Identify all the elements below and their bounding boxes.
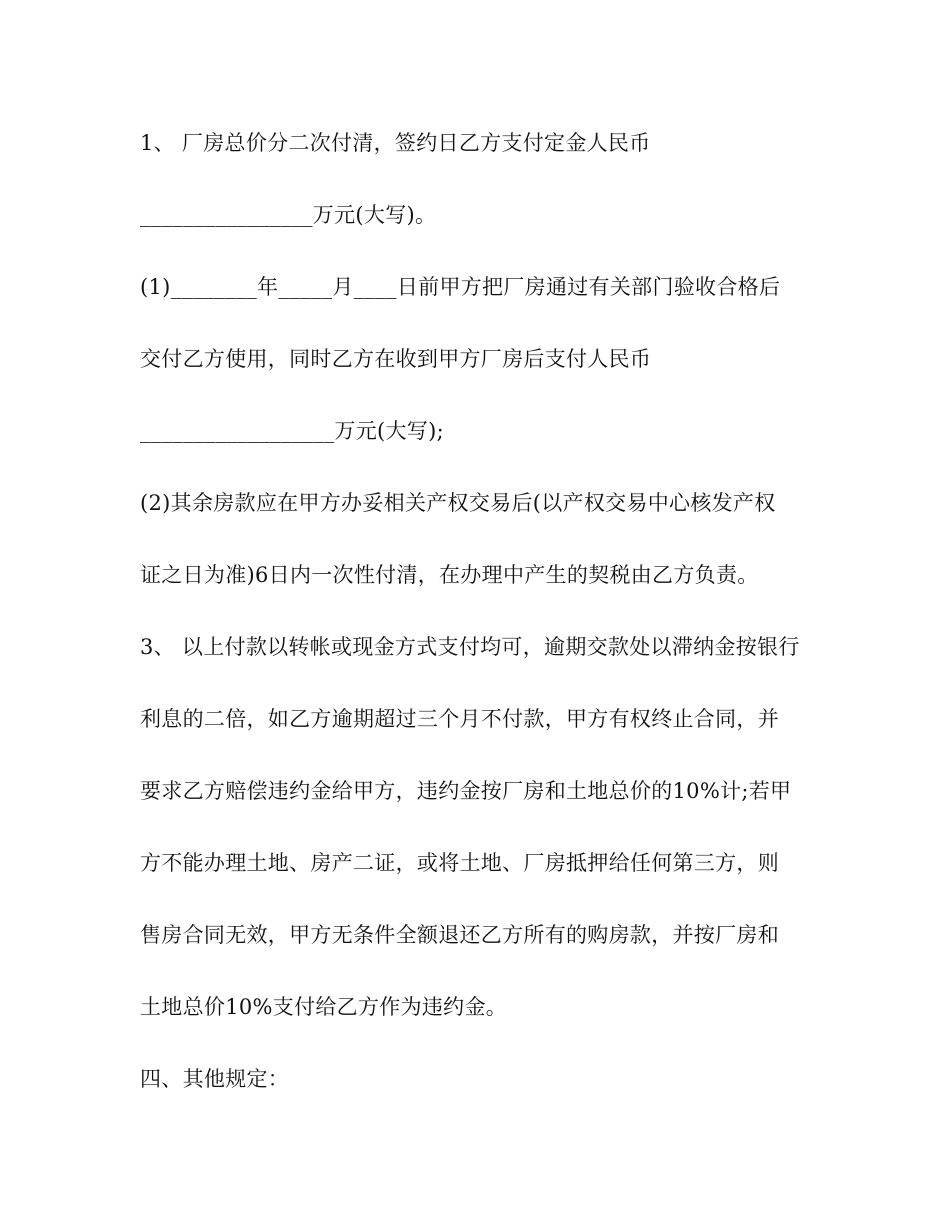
text-line-8: 3、 以上付款以转帐或现金方式支付均可，逾期交款处以滞纳金按银行 [140,635,800,659]
text-line-6: (2)其余房款应在甲方办妥相关产权交易后(以产权交易中心核发产权 [140,491,776,515]
text-line-5: __________________万元(大写); [140,419,444,443]
text-line-10: 要求乙方赔偿违约金给甲方，违约金按厂房和土地总价的10%计;若甲 [140,779,792,803]
section-heading-other-provisions: 四、其他规定： [140,1067,290,1091]
text-line-1: 1、 厂房总价分二次付清，签约日乙方支付定金人民币 [140,131,651,155]
text-line-11: 方不能办理土地、房产二证，或将土地、厂房抵押给任何第三方，则 [140,851,779,875]
text-line-12: 售房合同无效，甲方无条件全额退还乙方所有的购房款，并按厂房和 [140,923,779,947]
text-line-9: 利息的二倍，如乙方逾期超过三个月不付款，甲方有权终止合同，并 [140,707,779,731]
text-line-2: ________________万元(大写)。 [140,203,437,227]
text-line-3: (1)________年_____月____日前甲方把厂房通过有关部门验收合格后 [140,275,781,299]
text-line-7: 证之日为准)6日内一次性付清，在办理中产生的契税由乙方负责。 [140,563,759,587]
text-line-13: 土地总价10%支付给乙方作为违约金。 [140,995,508,1019]
text-line-4: 交付乙方使用，同时乙方在收到甲方厂房后支付人民币 [140,347,652,371]
